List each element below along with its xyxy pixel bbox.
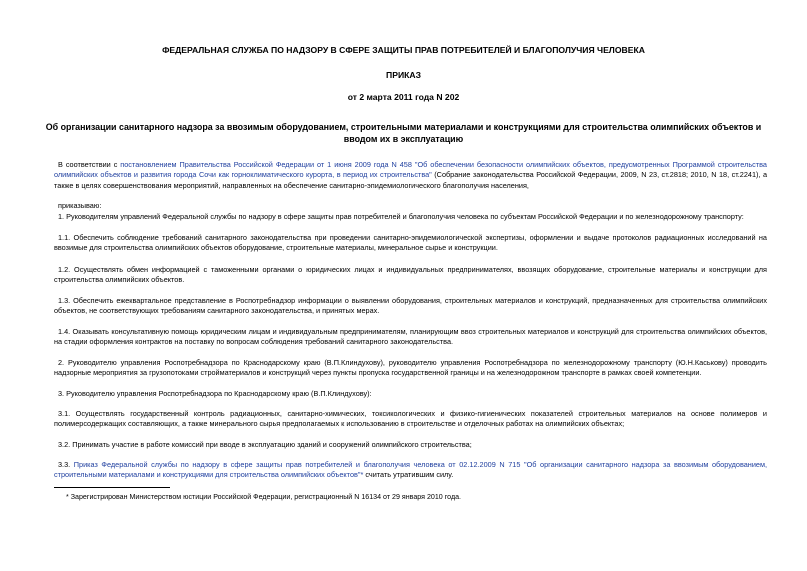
item-1-1: 1.1. Обеспечить соблюдение требований санитарного законодательства при проведении санитарно-эпидемиологической экспертизы, оформлении и выдаче протоколов радиационных исследований на ввозимые для строительства олимпийских объектов оборудование, строительные материалы, минеральное сырье и конструкции. — [54, 233, 767, 253]
item-1: 1. Руководителям управлений Федеральной службы по надзору в сфере защиты прав потребителей и благополучия человека по субъектам Российской Федерации и по железнодорожному транспорту: — [58, 212, 744, 221]
footnote: * Зарегистрирован Министерством юстиции Российской Федерации, регистрационный N 16134 от 29 января 2010 года. — [66, 493, 461, 501]
item-3-1: 3.1. Осуществлять государственный контроль радиационных, санитарно-химических, токсикологических и физико-гигиенических показателей строительных материалов на основе полимеров и полимерсодержащих составляющих, а также минерального сырья предполагаемых к использованию в строительстве и отделочных работах на олимпийских объектах; — [54, 409, 767, 429]
order-word: приказываю: — [58, 201, 102, 210]
document-title: Об организации санитарного надзора за ввозимым оборудованием, строительными материалами и конструкциями для строительства олимпийских объектов и вводом их в эксплуатацию — [45, 122, 762, 145]
item-3-3 — [54, 460, 767, 481]
preamble-link[interactable]: постановлением Правительства Российской Федерации от 1 июня 2009 года N 458 "Об обеспечении безопасности олимпийских объектов, предусмотренных Программой строительства олимпийских объектов и развития города Сочи как горноклиматического курорта, в период их строительства" — [54, 160, 767, 180]
preamble-suffix: (Собрание законодательства Российской Федерации, 2009, N 23, ст.2818; 2010, N 18, ст.2241), а также в целях совершенствования мероприятий, направленных на обеспечение санитарно-эпидемиологического благополучия населения, — [54, 170, 767, 190]
preamble — [54, 160, 767, 191]
item-3-3-prefix: 3.3. — [58, 460, 74, 469]
item-1-4: 1.4. Оказывать консультативную помощь юридическим лицам и индивидуальным предпринимателям, планирующим ввоз строительных материалов и конструкций для строительства олимпийских объектов, на стадии оформления контрактов на поставку по вопросам соблюдения требований санитарного законодательства. — [54, 327, 767, 347]
preamble-prefix: В соответствии с — [58, 160, 121, 169]
item-2: 2. Руководителю управления Роспотребнадзора по Краснодарскому краю (В.П.Клиндухову), руководителю управления Роспотребнадзора по железнодорожному транспорту (Ю.Н.Каськову) проводить надзорные мероприятия за грузопотоками стройматериалов и конструкций через пункты пропуска государственной границы и на железнодорожном транспорте в рамках своей компетенции. — [54, 358, 767, 378]
organization-name: ФЕДЕРАЛЬНАЯ СЛУЖБА ПО НАДЗОРУ В СФЕРЕ ЗАЩИТЫ ПРАВ ПОТРЕБИТЕЛЕЙ И БЛАГОПОЛУЧИЯ ЧЕЛОВЕКА — [162, 45, 645, 55]
document-type: ПРИКАЗ — [386, 70, 421, 80]
item-1-2: 1.2. Осуществлять обмен информацией с таможенными органами о юридических лицах и индивидуальных предпринимателях, ввозящих оборудование, строительные материалы и конструкции для строительства олимпийских объектов. — [54, 265, 767, 285]
item-3: 3. Руководителю управления Роспотребнадзора по Краснодарскому краю (В.П.Клиндухову): — [58, 389, 372, 398]
item-3-3-suffix: считать утратившим силу. — [363, 470, 454, 480]
item-1-3: 1.3. Обеспечить ежеквартальное представление в Роспотребнадзор информации о выявлении оборудования, строительных материалов и конструкций, предназначенных для строительства олимпийских объектов, не соответствующих требованиям санитарного законодательства, и принятых мерах. — [54, 296, 767, 316]
document-date: от 2 марта 2011 года N 202 — [347, 92, 460, 102]
item-3-2: 3.2. Принимать участие в работе комиссий при вводе в эксплуатацию зданий и сооружений олимпийского строительства; — [58, 440, 472, 449]
footnote-divider — [54, 487, 170, 488]
item-3-3-link[interactable]: Приказ Федеральной службы по надзору в сфере защиты прав потребителей и благополучия человека от 02.12.2009 N 715 "Об организации санитарного надзора за ввозимым оборудованием, строительными материалами и конструкциями для строительства олимпийских объектов"* — [54, 460, 768, 480]
